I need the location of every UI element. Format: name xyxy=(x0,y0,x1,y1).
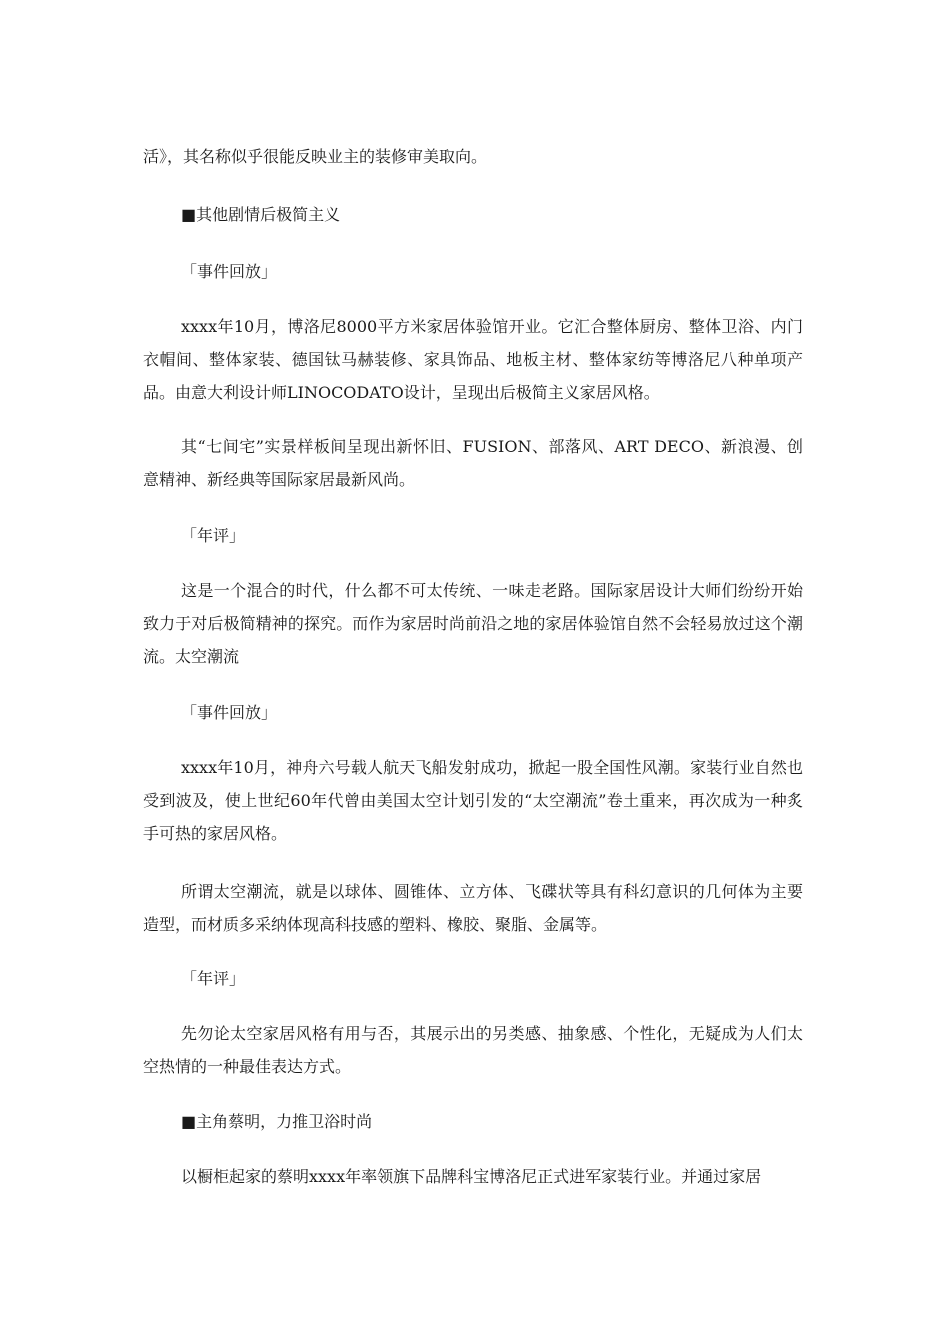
paragraph-seven-rooms: 其“七间宅”实景样板间呈现出新怀旧、FUSION、部落风、ART DECO、新浪漫、创意精神、新经典等国际家居最新风尚。 xyxy=(143,437,803,489)
subheading-annual-review-2: 「年评」 xyxy=(181,969,246,988)
paragraph-caiming: 以橱柜起家的蔡明xxxx年率领旗下品牌科宝博洛尼正式进军家装行业。并通过家居 xyxy=(181,1167,762,1186)
subheading-event-review: 「事件回放」 xyxy=(181,262,278,281)
subheading-event-review-2: 「事件回放」 xyxy=(181,703,278,722)
paragraph-shenzhou: xxxx年10月，神舟六号载人航天飞船发射成功，掀起一股全国性风潮。家装行业自然也受到波及，使上世纪60年代曾由美国太空计划引发的“太空潮流”卷土重来，再次成为一种炙手可热的家居风格。 xyxy=(143,758,803,843)
paragraph-mixed-era: 这是一个混合的时代，什么都不可太传统、一味走老路。国际家居设计大师们纷纷开始致力于对后极简精神的探究。而作为家居时尚前沿之地的家居体验馆自然不会轻易放过这个潮流。太空潮流 xyxy=(143,581,803,666)
paragraph-continuation: 活》，其名称似乎很能反映业主的装修审美取向。 xyxy=(143,147,488,166)
paragraph-space-trend: 所谓太空潮流，就是以球体、圆锥体、立方体、飞碟状等具有科幻意识的几何体为主要造型，而材质多采纳体现高科技感的塑料、橡胶、聚脂、金属等。 xyxy=(143,882,803,934)
section-heading-postminimalism: ■其他剧情后极简主义 xyxy=(181,205,341,224)
paragraph-experience-hall: xxxx年10月，博洛尼8000平方米家居体验馆开业。它汇合整体厨房、整体卫浴、内门衣帽间、整体家装、德国钛马赫装修、家具饰品、地板主材、整体家纺等博洛尼八种单项产品。由意大利设计师LINOCODATO设计，呈现出后极简主义家居风格。 xyxy=(143,317,803,402)
paragraph-space-style-review: 先勿论太空家居风格有用与否，其展示出的另类感、抽象感、个性化，无疑成为人们太空热情的一种最佳表达方式。 xyxy=(143,1024,803,1076)
section-heading-caiming: ■主角蔡明，力推卫浴时尚 xyxy=(181,1112,373,1131)
subheading-annual-review: 「年评」 xyxy=(181,526,246,545)
